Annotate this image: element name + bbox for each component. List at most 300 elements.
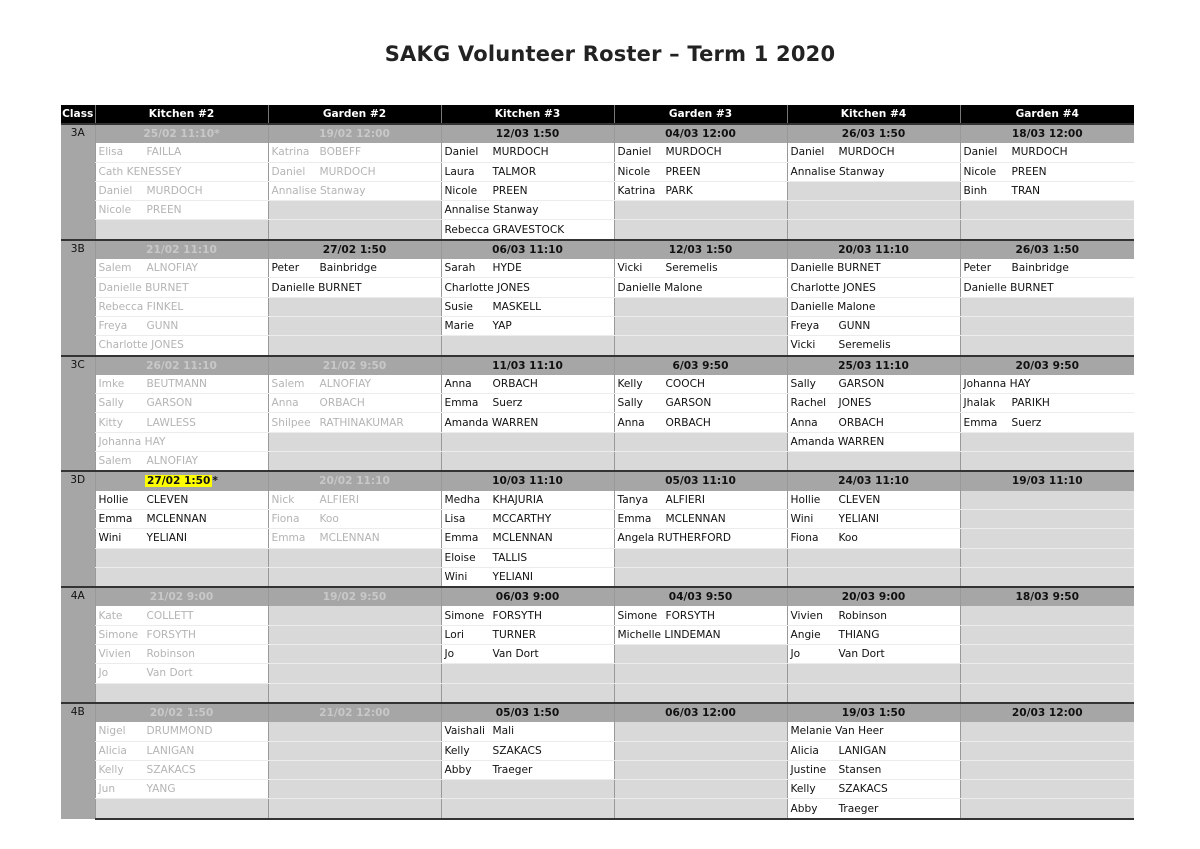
volunteer-cell [95, 760, 268, 779]
slot-date: 20/03 9:50 [960, 356, 1134, 375]
volunteer-cell [268, 316, 441, 335]
class-group-4a [61, 587, 1134, 703]
volunteer-cell [614, 509, 787, 528]
volunteer-first-name: Anna [617, 416, 645, 429]
volunteer-first-name: Freya [790, 320, 820, 333]
volunteer-surname: Robinson [146, 648, 195, 661]
volunteer-surname: ALNOFIAY [319, 378, 372, 390]
slot-date: 27/02 1:50 [268, 240, 441, 259]
volunteer-row [61, 394, 1134, 413]
volunteer-row [61, 509, 1134, 528]
volunteer-first-name: Kelly [790, 783, 816, 796]
volunteer-cell [268, 220, 441, 240]
volunteer-cell [441, 760, 614, 779]
volunteer-cell [95, 799, 268, 819]
date-row [61, 471, 1134, 490]
volunteer-surname: HYDE [492, 262, 522, 275]
volunteer-cell [614, 683, 787, 703]
volunteer-cell [614, 741, 787, 760]
volunteer-cell [960, 432, 1134, 451]
volunteer-first-name: Salem [271, 378, 305, 390]
volunteer-cell [441, 683, 614, 703]
volunteer-first-name: Nick [271, 493, 295, 506]
volunteer-row [61, 722, 1134, 741]
volunteer-cell [614, 529, 787, 548]
volunteer-first-name: Angela RUTHERFORD [617, 532, 732, 545]
volunteer-cell [268, 722, 441, 741]
volunteer-first-name: Jhalak [963, 397, 996, 410]
volunteer-surname: BEUTMANN [146, 378, 207, 390]
volunteer-first-name: Daniel [790, 146, 825, 159]
volunteer-surname: Koo [319, 513, 339, 526]
slot-date: 21/02 11:10 [95, 240, 268, 259]
volunteer-surname: TALMOR [492, 165, 537, 178]
volunteer-surname: Mali [492, 725, 515, 738]
volunteer-cell [268, 143, 441, 162]
volunteer-surname: Suerz [1011, 416, 1042, 429]
volunteer-cell [960, 375, 1134, 394]
volunteer-first-name: Vivien [98, 648, 131, 661]
volunteer-surname: PREEN [1011, 165, 1047, 178]
volunteer-cell [960, 722, 1134, 741]
volunteer-surname: Van Dort [492, 648, 539, 661]
volunteer-surname: Seremelis [838, 339, 891, 352]
volunteer-first-name: Laura [444, 165, 475, 178]
class-group-3c [61, 356, 1134, 472]
date-row [61, 124, 1134, 143]
roster-table [61, 105, 1134, 820]
volunteer-first-name: Justine [790, 763, 827, 776]
volunteer-cell [441, 509, 614, 528]
slot-date: 25/03 11:10 [787, 356, 960, 375]
volunteer-cell [95, 297, 268, 316]
slot-date: 25/02 11:10* [95, 124, 268, 143]
volunteer-cell [614, 548, 787, 567]
volunteer-cell [268, 625, 441, 644]
volunteer-cell [268, 394, 441, 413]
volunteer-first-name: Sally [617, 397, 643, 410]
volunteer-first-name: Michelle LINDEMAN [617, 628, 721, 641]
slot-date: 26/02 11:10 [95, 356, 268, 375]
volunteer-surname: LANIGAN [146, 744, 195, 757]
volunteer-cell [95, 625, 268, 644]
date-row [61, 240, 1134, 259]
volunteer-cell [787, 529, 960, 548]
slot-date: 20/02 1:50 [95, 703, 268, 722]
volunteer-cell [787, 413, 960, 432]
volunteer-cell [787, 645, 960, 664]
slot-date: 20/03 11:10 [787, 240, 960, 259]
volunteer-cell [960, 741, 1134, 760]
volunteer-first-name: Daniel [617, 146, 652, 159]
volunteer-surname: Bainbridge [1011, 262, 1069, 275]
volunteer-cell [441, 452, 614, 472]
volunteer-cell [614, 201, 787, 220]
volunteer-surname: MASKELL [492, 300, 542, 313]
volunteer-cell [441, 645, 614, 664]
volunteer-cell [614, 413, 787, 432]
volunteer-cell [95, 452, 268, 472]
volunteer-cell [960, 316, 1134, 335]
volunteer-surname: Van Dort [146, 667, 193, 680]
volunteer-first-name: Sally [98, 397, 124, 410]
volunteer-cell [960, 567, 1134, 587]
volunteer-row [61, 799, 1134, 819]
volunteer-first-name: Tanya [617, 493, 649, 506]
volunteer-surname: SZAKACS [838, 783, 888, 796]
slot-date: 21/02 9:50 [268, 356, 441, 375]
volunteer-first-name: Salem [98, 455, 132, 468]
slot-date: 26/03 1:50 [960, 240, 1134, 259]
volunteer-row [61, 548, 1134, 567]
header-garden-4: Garden #4 [960, 105, 1134, 124]
volunteer-surname: MCLENNAN [319, 532, 380, 545]
volunteer-cell [441, 181, 614, 200]
volunteer-cell [95, 529, 268, 548]
volunteer-cell [95, 201, 268, 220]
volunteer-surname: CLEVEN [838, 493, 881, 506]
class-label: 4B [61, 703, 95, 819]
volunteer-cell [268, 567, 441, 587]
volunteer-surname: Suerz [492, 397, 523, 410]
volunteer-cell [787, 162, 960, 181]
volunteer-first-name: Imke [98, 378, 125, 390]
volunteer-first-name: Elisa [98, 146, 124, 159]
volunteer-cell [95, 336, 268, 356]
volunteer-row [61, 432, 1134, 451]
class-group-4b [61, 703, 1134, 819]
slot-date: 10/03 11:10 [441, 471, 614, 490]
volunteer-cell [787, 259, 960, 278]
volunteer-cell [268, 259, 441, 278]
volunteer-row [61, 780, 1134, 799]
volunteer-first-name: Wini [444, 570, 468, 583]
volunteer-cell [95, 278, 268, 297]
volunteer-cell [787, 722, 960, 741]
volunteer-cell [441, 336, 614, 356]
volunteer-first-name: Jo [790, 648, 801, 661]
slot-date: 21/02 12:00 [268, 703, 441, 722]
volunteer-cell [614, 316, 787, 335]
volunteer-cell [95, 548, 268, 567]
volunteer-cell [268, 278, 441, 297]
volunteer-cell [614, 780, 787, 799]
volunteer-cell [614, 664, 787, 683]
volunteer-first-name: Kelly [98, 763, 124, 776]
volunteer-cell [268, 201, 441, 220]
volunteer-surname: PARK [665, 185, 693, 198]
volunteer-cell [95, 491, 268, 510]
header-kitchen-2: Kitchen #2 [95, 105, 268, 124]
volunteer-surname: TRAN [1011, 185, 1041, 198]
volunteer-cell [268, 452, 441, 472]
volunteer-cell [960, 297, 1134, 316]
volunteer-row [61, 162, 1134, 181]
volunteer-surname: Traeger [838, 802, 879, 815]
volunteer-surname: FORSYTH [665, 609, 715, 622]
volunteer-cell [268, 181, 441, 200]
volunteer-cell [787, 278, 960, 297]
volunteer-cell [614, 278, 787, 297]
volunteer-surname: COLLETT [146, 609, 194, 622]
volunteer-cell [441, 297, 614, 316]
volunteer-cell [268, 413, 441, 432]
volunteer-surname: GUNN [838, 320, 871, 333]
volunteer-first-name: Emma [444, 532, 479, 545]
volunteer-cell [268, 760, 441, 779]
volunteer-surname: LAWLESS [146, 416, 196, 429]
volunteer-cell [441, 664, 614, 683]
volunteer-surname: PREEN [665, 165, 701, 178]
volunteer-first-name: Danielle BURNET [98, 281, 189, 294]
volunteer-cell [787, 509, 960, 528]
volunteer-surname: ORBACH [665, 416, 711, 429]
volunteer-first-name: Anna [271, 397, 299, 410]
volunteer-first-name: Melanie Van Heer [790, 725, 884, 738]
volunteer-cell [268, 491, 441, 510]
volunteer-surname: MURDOCH [492, 146, 549, 159]
volunteer-first-name: Johanna HAY [98, 435, 166, 448]
volunteer-surname: FORSYTH [146, 628, 196, 641]
volunteer-cell [614, 645, 787, 664]
volunteer-row [61, 259, 1134, 278]
volunteer-first-name: Kelly [617, 378, 643, 390]
volunteer-first-name: Hollie [790, 493, 821, 506]
volunteer-cell [441, 432, 614, 451]
volunteer-first-name: Katrina [271, 146, 310, 159]
volunteer-cell [268, 780, 441, 799]
volunteer-cell [95, 722, 268, 741]
volunteer-cell [268, 375, 441, 394]
volunteer-first-name: Simone [98, 628, 139, 641]
volunteer-first-name: Danielle BURNET [790, 262, 881, 275]
volunteer-cell [960, 509, 1134, 528]
volunteer-surname: ALNOFIAY [146, 455, 199, 468]
volunteer-cell [95, 509, 268, 528]
highlighted-date: 27/02 1:50 [147, 475, 211, 488]
volunteer-cell [441, 529, 614, 548]
volunteer-surname: ALFIERI [319, 493, 360, 506]
volunteer-cell [787, 548, 960, 567]
slot-date: 20/03 9:00 [787, 587, 960, 606]
volunteer-cell [787, 297, 960, 316]
volunteer-row [61, 529, 1134, 548]
volunteer-first-name: Kitty [98, 416, 123, 429]
volunteer-first-name: Nigel [98, 725, 126, 738]
volunteer-cell [960, 683, 1134, 703]
volunteer-cell [268, 509, 441, 528]
volunteer-surname: RATHINAKUMAR [319, 416, 404, 429]
volunteer-first-name: Sally [790, 378, 816, 390]
slot-date [95, 471, 268, 490]
slot-date: 06/03 12:00 [614, 703, 787, 722]
volunteer-first-name: Cath KENESSEY [98, 165, 182, 178]
volunteer-cell [614, 567, 787, 587]
volunteer-first-name: Rebecca FINKEL [98, 300, 184, 313]
volunteer-surname: FAILLA [146, 146, 182, 159]
volunteer-row [61, 683, 1134, 703]
volunteer-surname: MURDOCH [146, 185, 203, 198]
volunteer-first-name: Daniel [98, 185, 133, 198]
slot-date: 21/02 9:00 [95, 587, 268, 606]
volunteer-row [61, 375, 1134, 394]
volunteer-cell [960, 220, 1134, 240]
volunteer-first-name: Salem [98, 262, 132, 275]
volunteer-surname: MCLENNAN [492, 532, 553, 545]
volunteer-cell [268, 741, 441, 760]
volunteer-row [61, 625, 1134, 644]
volunteer-first-name: Emma [963, 416, 998, 429]
volunteer-cell [614, 259, 787, 278]
volunteer-first-name: Vaishali [444, 725, 485, 738]
class-group-3d [61, 471, 1134, 587]
volunteer-surname: COOCH [665, 378, 705, 390]
volunteer-cell [268, 548, 441, 567]
volunteer-cell [787, 181, 960, 200]
volunteer-cell [960, 452, 1134, 472]
volunteer-surname: MURDOCH [1011, 146, 1068, 159]
volunteer-cell [960, 162, 1134, 181]
volunteer-cell [441, 548, 614, 567]
volunteer-cell [95, 567, 268, 587]
volunteer-first-name: Susie [444, 300, 473, 313]
slot-date: 19/03 1:50 [787, 703, 960, 722]
volunteer-surname: PREEN [492, 185, 528, 198]
volunteer-cell [268, 297, 441, 316]
volunteer-surname: TURNER [492, 628, 537, 641]
date-row [61, 703, 1134, 722]
volunteer-first-name: Rebecca GRAVESTOCK [444, 223, 565, 236]
volunteer-surname: THIANG [838, 628, 880, 641]
volunteer-cell [614, 722, 787, 741]
volunteer-surname: ALNOFIAY [146, 262, 199, 275]
slot-date: 12/03 1:50 [441, 124, 614, 143]
slot-date: 05/03 11:10 [614, 471, 787, 490]
volunteer-cell [614, 297, 787, 316]
volunteer-cell [787, 606, 960, 625]
volunteer-first-name: Rachel [790, 397, 827, 410]
volunteer-surname: MCCARTHY [492, 513, 552, 526]
volunteer-surname: Robinson [838, 609, 887, 622]
volunteer-cell [614, 375, 787, 394]
volunteer-first-name: Danielle Malone [790, 300, 876, 313]
volunteer-cell [95, 220, 268, 240]
volunteer-first-name: Sarah [444, 262, 476, 275]
volunteer-cell [614, 760, 787, 779]
volunteer-cell [614, 452, 787, 472]
volunteer-cell [441, 413, 614, 432]
volunteer-cell [441, 162, 614, 181]
volunteer-cell [787, 452, 960, 472]
volunteer-first-name: Emma [617, 513, 652, 526]
volunteer-cell [960, 278, 1134, 297]
volunteer-surname: MURDOCH [665, 146, 722, 159]
volunteer-first-name: Nicole [444, 185, 478, 198]
volunteer-cell [787, 741, 960, 760]
volunteer-row [61, 491, 1134, 510]
volunteer-surname: SZAKACS [492, 744, 542, 757]
volunteer-cell [95, 316, 268, 335]
volunteer-row [61, 452, 1134, 472]
volunteer-first-name: Peter [271, 262, 300, 275]
slot-date: 6/03 9:50 [614, 356, 787, 375]
volunteer-first-name: Anna [790, 416, 818, 429]
volunteer-first-name: Daniel [271, 165, 306, 178]
volunteer-cell [787, 201, 960, 220]
volunteer-first-name: Lisa [444, 513, 466, 526]
volunteer-first-name: Fiona [271, 513, 300, 526]
volunteer-first-name: Alicia [98, 744, 127, 757]
volunteer-cell [787, 143, 960, 162]
volunteer-surname: GUNN [146, 320, 179, 333]
volunteer-first-name: Jo [444, 648, 455, 661]
volunteer-cell [787, 491, 960, 510]
volunteer-first-name: Charlotte JONES [790, 281, 876, 294]
volunteer-cell [441, 780, 614, 799]
volunteer-cell [787, 799, 960, 819]
volunteer-first-name: Kelly [444, 744, 470, 757]
volunteer-row [61, 278, 1134, 297]
volunteer-cell [95, 664, 268, 683]
volunteer-surname: LANIGAN [838, 744, 887, 757]
volunteer-cell [441, 606, 614, 625]
volunteer-cell [787, 683, 960, 703]
slot-date: 11/03 11:10 [441, 356, 614, 375]
header-garden-3: Garden #3 [614, 105, 787, 124]
volunteer-cell [441, 259, 614, 278]
volunteer-cell [614, 606, 787, 625]
volunteer-cell [268, 336, 441, 356]
volunteer-cell [960, 201, 1134, 220]
volunteer-cell [787, 394, 960, 413]
volunteer-first-name: Wini [98, 532, 122, 545]
volunteer-row [61, 201, 1134, 220]
volunteer-first-name: Abby [790, 802, 818, 815]
volunteer-cell [441, 491, 614, 510]
volunteer-cell [614, 181, 787, 200]
volunteer-cell [960, 394, 1134, 413]
volunteer-surname: MURDOCH [319, 165, 376, 178]
volunteer-first-name: Danielle BURNET [271, 281, 362, 294]
volunteer-first-name: Vicki [617, 262, 643, 275]
volunteer-surname: KHAJURIA [492, 493, 544, 506]
volunteer-cell [960, 645, 1134, 664]
date-row [61, 356, 1134, 375]
volunteer-cell [95, 259, 268, 278]
volunteer-surname: Bainbridge [319, 262, 377, 275]
volunteer-first-name: Simone [617, 609, 658, 622]
volunteer-first-name: Marie [444, 320, 474, 333]
volunteer-cell [614, 394, 787, 413]
volunteer-first-name: Lori [444, 628, 464, 641]
volunteer-cell [95, 181, 268, 200]
volunteer-first-name: Danielle BURNET [963, 281, 1054, 294]
volunteer-surname: PARIKH [1011, 397, 1050, 410]
volunteer-cell [960, 413, 1134, 432]
volunteer-cell [441, 143, 614, 162]
volunteer-cell [268, 683, 441, 703]
volunteer-surname: ALFIERI [665, 493, 706, 506]
volunteer-surname: YELIANI [492, 570, 533, 583]
volunteer-surname: YANG [146, 783, 176, 796]
volunteer-first-name: Medha [444, 493, 481, 506]
volunteer-surname: Koo [838, 532, 858, 545]
volunteer-cell [960, 664, 1134, 683]
volunteer-surname: Van Dort [838, 648, 885, 661]
volunteer-surname: ORBACH [838, 416, 884, 429]
volunteer-cell [614, 432, 787, 451]
volunteer-surname: MCLENNAN [665, 513, 726, 526]
